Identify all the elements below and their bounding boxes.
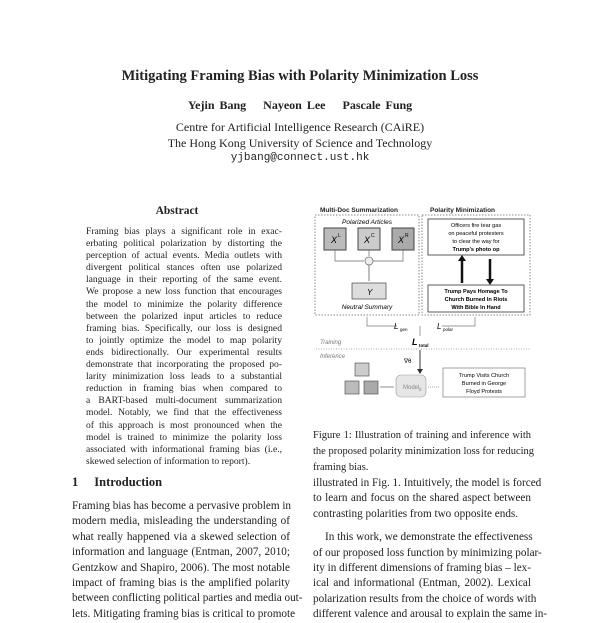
text-line: the model to minimize the polarity difference [86,298,282,310]
section-heading-introduction [72,475,162,490]
text-line: impact of framing bias is the amplified polarity [72,577,290,590]
figure-caption [313,428,535,475]
affiliation: The Hong Kong University of Science and Technology [167,136,433,150]
text-line: lets. Mitigating framing bias is critical to promote [72,607,296,620]
text-line: divergent political stances often use polarized [86,262,282,274]
text-line: between conflicting political parties and media out- [72,592,303,605]
text-line: a BART-based multi-document summarization [86,395,282,407]
model-sub: θ [419,387,422,392]
loss-polar-sub: polar [443,327,454,332]
text-line: what really happened via a skewed selection of [72,530,290,543]
loss-gen-sub: gen [400,327,408,332]
text-line: language in their reporting of the same event. [86,274,282,286]
text-line: framing bias. [313,461,369,473]
text-line: demonstrate that incorporating the proposed po- [86,359,282,371]
text-line: larity minimization loss leads to a substantial [86,371,282,383]
text-line: contrasting polarities from two opposite ends. [313,507,519,520]
affiliation: Centre for Artificial Intelligence Research (CAiRE) [175,120,425,134]
author: Nayeon Lee [263,98,326,112]
text-line: different valence and arousal to explain the same in- [313,608,548,621]
figure-left-title: Multi-Doc Summarization [320,207,399,214]
text-line: to jointly optimize the model to map polarity [86,334,282,346]
loss-total: L [412,337,418,347]
section-title: Introduction [94,475,163,489]
text-line: polarization results from the choice of words with [313,592,537,605]
text-line: illustrated in Fig. 1. Intuitively, the model is forced [313,477,542,489]
text-line: Figure 1: Illustration of training and inference with [313,430,531,441]
intro-right-column [313,476,548,623]
x-left: X [331,235,338,245]
loss-gen: L [394,322,399,331]
author-list [0,98,600,113]
svg-text:Trump's photo op: Trump's photo op [452,247,500,253]
text-line: the proposed polarity minimization loss for reducing [313,445,535,457]
output-headline [459,373,509,395]
svg-text:Trump Pays Homage To: Trump Pays Homage To [444,289,508,295]
author-email: yjbang@connect.ust.hk [230,152,370,164]
x-left-sup: L [338,233,341,239]
svg-text:Trump Visits Church: Trump Visits Church [458,373,510,379]
paragraph [313,476,542,522]
text-line: In this work, we demonstrate the effectiveness [325,531,533,544]
author: Yejin Bang [187,98,247,112]
figure-1 [312,203,534,401]
headline-bottom [444,289,508,311]
x-center: X [364,235,371,245]
text-line: model is trained to minimize the polarity loss [86,431,282,443]
gradient-label: ∇θ [404,359,412,365]
text-line: to learn and focus on the shared aspect between [313,492,531,505]
svg-text:Burned in George: Burned in George [461,381,507,387]
text-line: modern media, misleading the understanding of [72,515,290,528]
abstract-body [86,226,282,468]
text-line: erbating political polarization by distorting the [86,238,282,250]
text-line: Framing bias has become a pervasive problem in [72,500,292,512]
neutral-summary-label: Neutral Summary [341,304,393,311]
text-line: between the polarized input articles to reduce [86,310,282,322]
text-line: ends bidirectionally. Our experimental results [86,346,282,358]
x-right: X [398,235,405,245]
paper-title: Mitigating Framing Bias with Polarity Minimization Loss [121,68,479,84]
text-line: ity in different dimensions of framing bias – lex- [313,562,531,575]
text-line: information and language (Entman, 2007, 2010; [72,546,290,559]
loss-polar: L [437,322,442,331]
loss-total-sub: total [419,343,429,348]
svg-text:Officers fire tear gas: Officers fire tear gas [450,223,502,229]
x-right-sup: R [405,233,409,239]
text-line: of our proposed loss function by minimizing polar- [313,546,542,559]
svg-text:Floyd Protests: Floyd Protests [466,389,502,395]
polarized-articles-label: Polarized Articles [342,219,392,226]
author: Pascale Fung [342,98,413,112]
aggregate-icon [365,257,373,265]
svg-text:to clear the way for: to clear the way for [452,239,500,245]
model-label: Model [403,385,420,391]
paragraph [313,530,548,622]
text-line: reduction in framing bias when compared to [86,383,282,395]
text-line: Framing bias plays a significant role in exac- [86,226,282,237]
text-line: framing bias. Specifically, our loss is designed [86,322,282,334]
text-line: of this approach is most pronounced when the [86,419,282,431]
text-line: We propose a new loss function that encourages [86,286,282,298]
training-label: Training [320,340,342,346]
svg-text:With Bible In Hand: With Bible In Hand [451,305,501,311]
section-number: 1 [72,475,79,489]
figure-right-title: Polarity Minimization [430,207,496,214]
svg-text:on peaceful protesters: on peaceful protesters [448,231,504,237]
intro-left-column [72,499,303,622]
text-line: associated with informational framing bias (i.e., [86,443,282,455]
text-line: ical and informational (Entman, 2002). Lexical [313,577,531,590]
inference-label: Inference [320,354,346,360]
text-line: model. Notably, we find that the effectiveness [86,407,282,419]
svg-text:Church Burned In Riots: Church Burned In Riots [444,297,508,303]
text-line: Gentzkow and Shapiro, 2006). The most notable [72,561,290,574]
x-center-sup: C [371,233,375,239]
y-label: Y [367,288,373,297]
abstract-heading: Abstract [155,205,199,217]
text-line: perception of actual events. Media outlets with [86,250,282,262]
text-line: skewed selection of information to report). [86,455,251,467]
article-boxes [324,228,414,250]
